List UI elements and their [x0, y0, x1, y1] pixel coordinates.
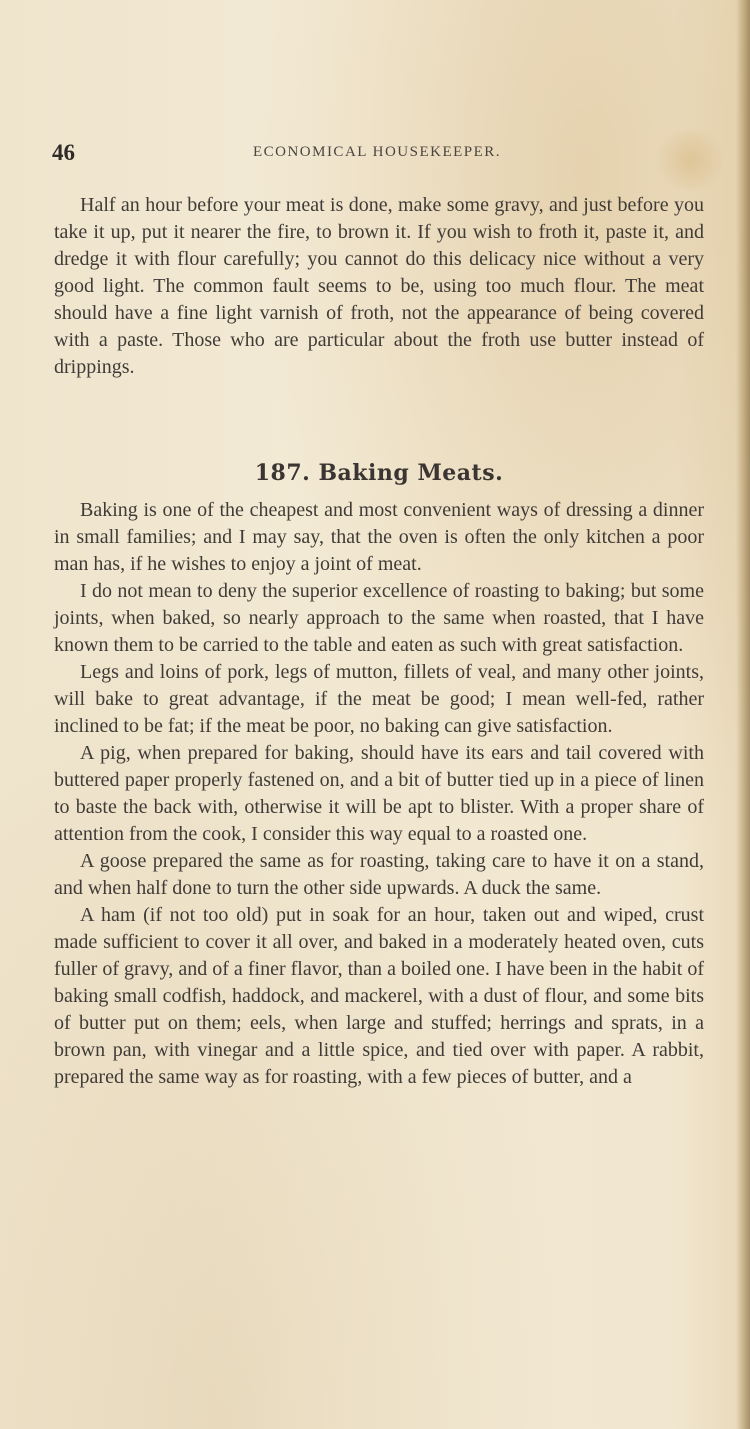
page-edge-shadow [736, 0, 750, 1429]
text-block-section [54, 497, 704, 1091]
text-block-top [54, 192, 704, 381]
running-title: ECONOMICAL HOUSEKEEPER. [252, 144, 502, 160]
page-number: 46 [52, 140, 75, 165]
section-heading: 187. Baking Meats. [254, 460, 504, 486]
paragraph: A goose prepared the same as for roasting, taking care to have it on a stand, and when half done to turn the other side upwards. A duck the same. [54, 850, 704, 899]
paragraph: Half an hour before your meat is done, make some gravy, and just before you take it up, put it nearer the fire, to brown it. If you wish to froth it, paste it, and dredge it with flour carefully; you cannot do this delicacy nice without a very good light. The common fault seems to be, using too much flour. The meat should have a fine light varnish of froth, not the appearance of being covered with a paste. Those who are particular about the froth use butter instead of drippings. [54, 194, 704, 378]
running-head [52, 140, 702, 170]
paragraph: Baking is one of the cheapest and most convenient ways of dressing a dinner in small families; and I may say, that the oven is often the only kitchen a poor man has, if he wishes to enjoy a joint of meat. [54, 499, 704, 575]
paragraph: Legs and loins of pork, legs of mutton, fillets of veal, and many other joints, will bake to great advantage, if the meat be good; I mean well-fed, rather inclined to be fat; if the meat be poor, no baking can give satisfaction. [54, 661, 704, 737]
paragraph: A ham (if not too old) put in soak for an hour, taken out and wiped, crust made sufficient to cover it all over, and baked in a moderately heated oven, cuts fuller of gravy, and of a finer flavor, than a boiled one. I have been in the habit of baking small codfish, haddock, and mackerel, with a dust of flour, and some bits of butter put on them; eels, when large and stuffed; herrings and sprats, in a brown pan, with vinegar and a little spice, and tied over with paper. A rabbit, prepared the same way as for roasting, with a few pieces of butter, and a [54, 904, 704, 1088]
paragraph: A pig, when prepared for baking, should have its ears and tail covered with buttered paper properly fastened on, and a bit of butter tied up in a piece of linen to baste the back with, otherwise it will be apt to blister. With a proper share of attention from the cook, I consider this way equal to a roasted one. [54, 742, 704, 845]
paragraph: I do not mean to deny the superior excellence of roasting to baking; but some joints, when baked, so nearly approach to the same when roasted, that I have known them to be carried to the table and eaten as such with great satisfaction. [54, 580, 704, 656]
